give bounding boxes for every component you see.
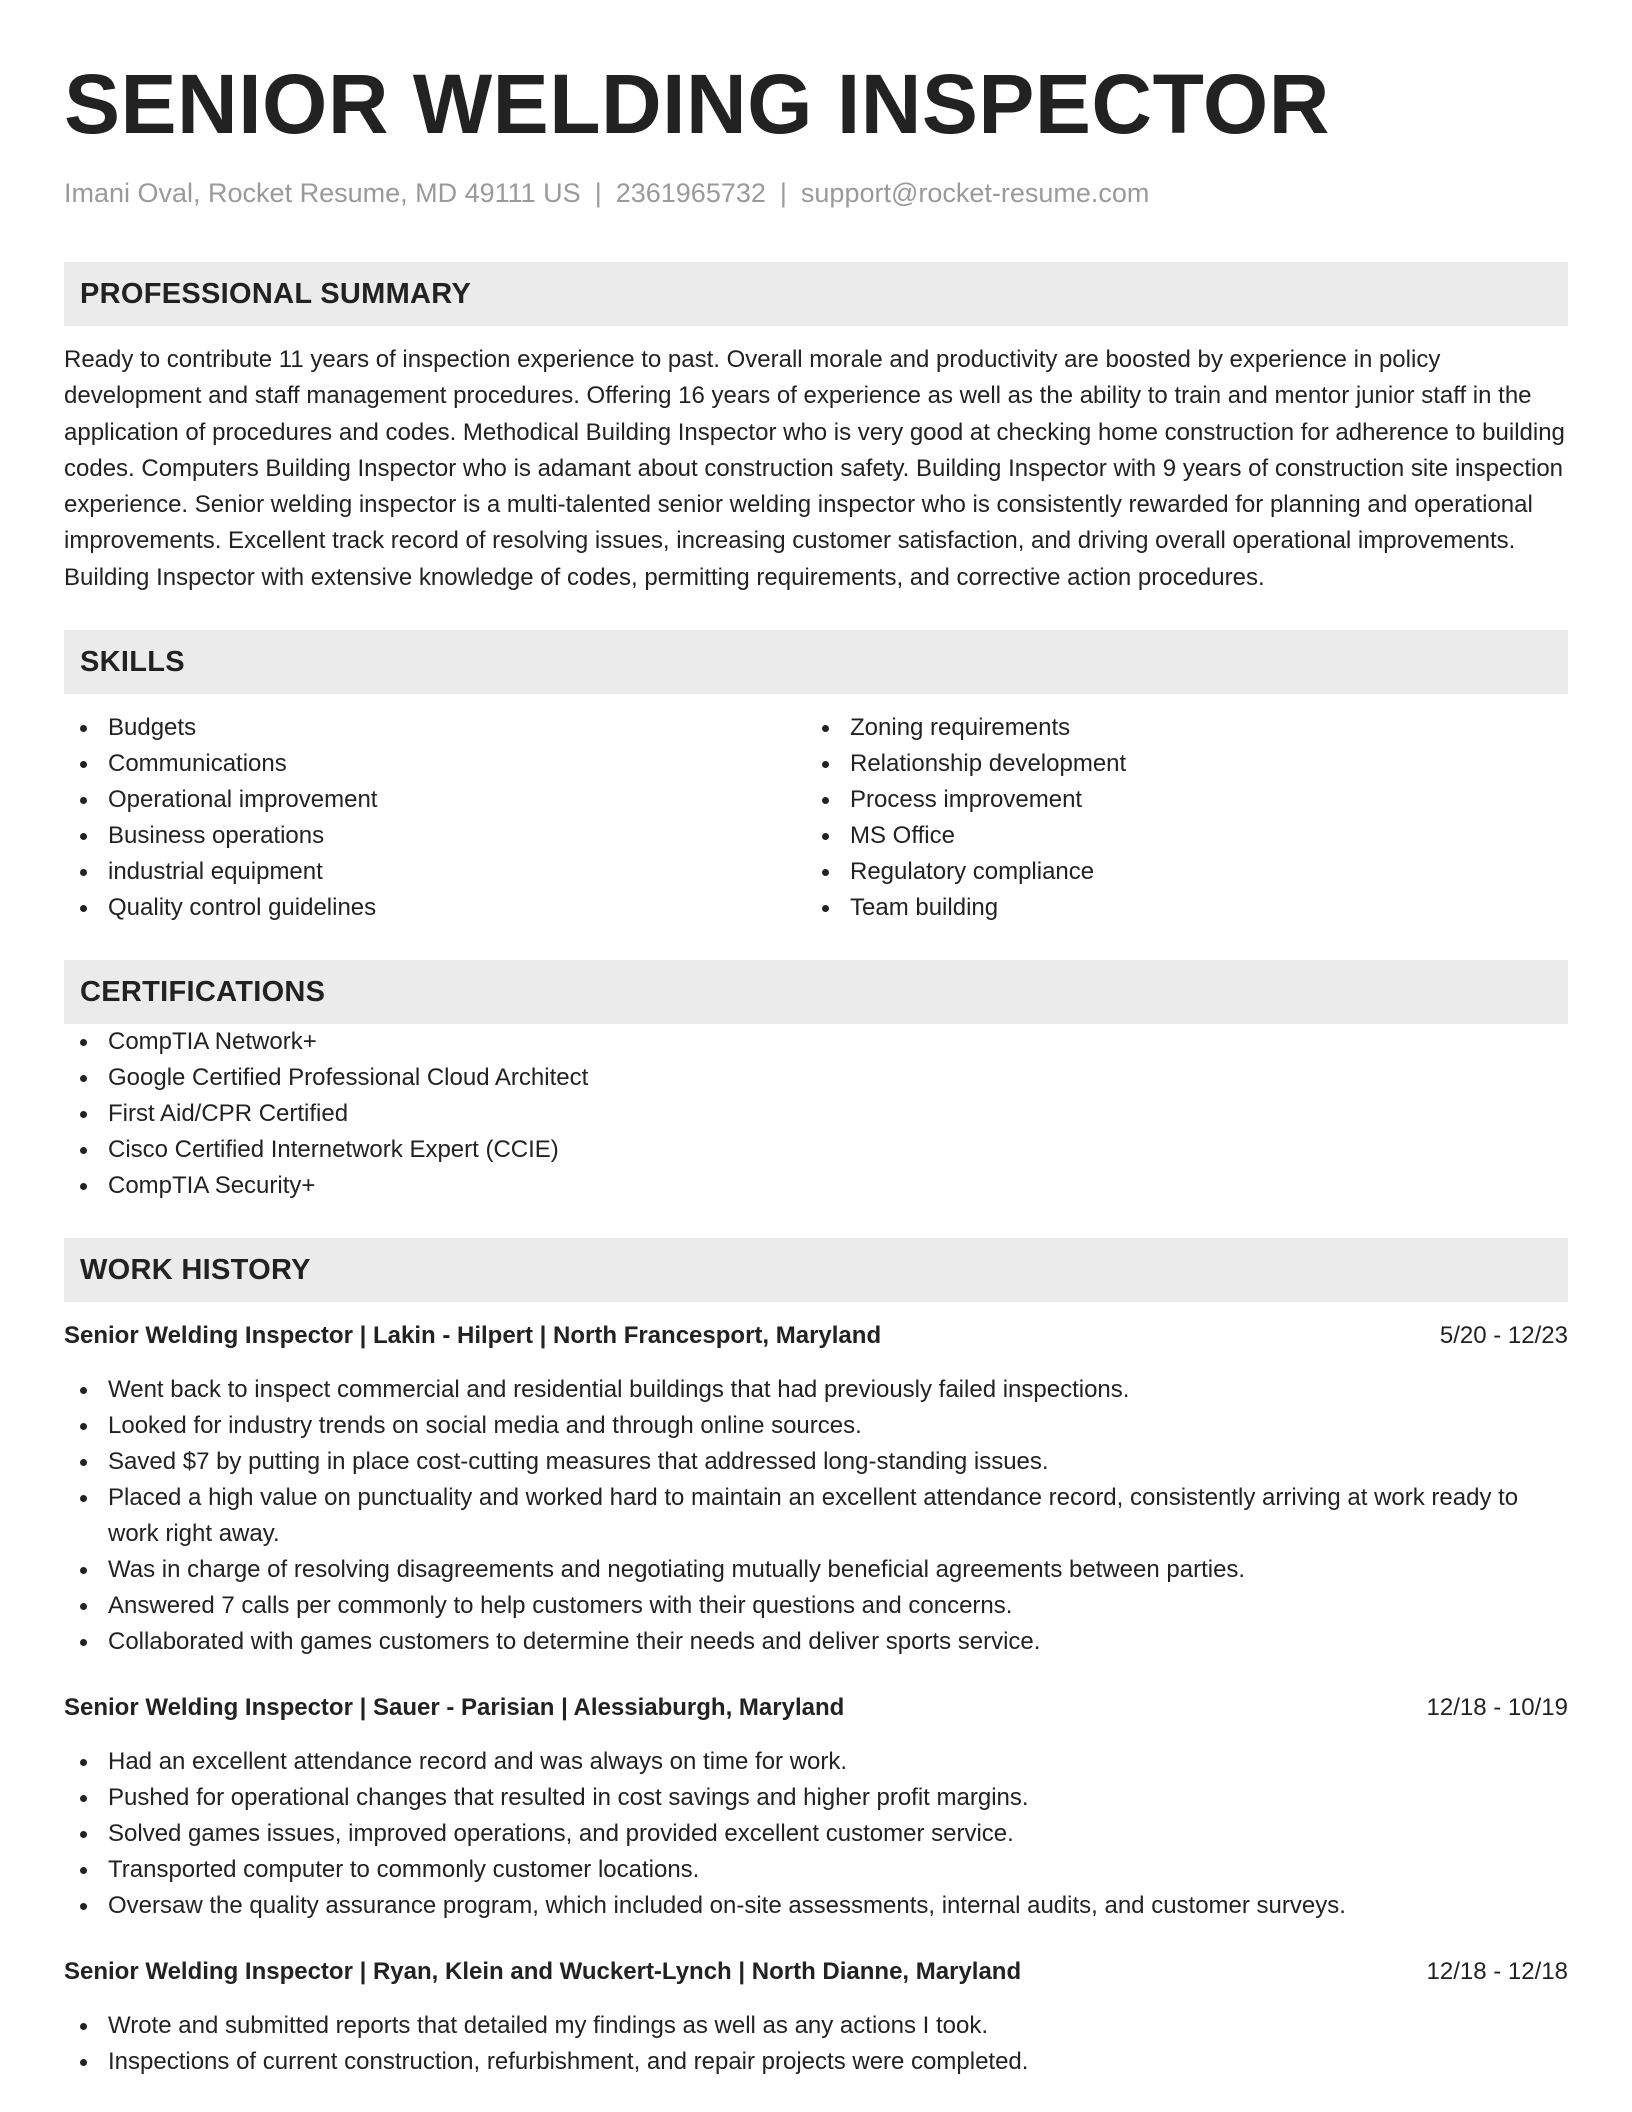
job-bullet: Collaborated with games customers to determine their needs and deliver sports service. (64, 1624, 1568, 1660)
job-entry (64, 1954, 1568, 2080)
skill-item: Regulatory compliance (806, 854, 1548, 890)
skill-item: Team building (806, 890, 1548, 926)
contact-email: support@rocket-resume.com (800, 178, 1150, 208)
skills-grid (64, 710, 1568, 926)
job-dates: 12/18 - 10/19 (1426, 1694, 1568, 1722)
job-dates: 5/20 - 12/23 (1439, 1322, 1568, 1350)
summary-text: Ready to contribute 11 years of inspection experience to past. Overall morale and productivity are boosted by experience in policy development and staff management procedures. Offering 16 years of experience as well as the ability to train and mentor junior staff in the application of procedures and codes. Methodical Building Inspector who is very good at checking home construction for adherence to building codes. Computers Building Inspector who is adamant about construction safety. Building Inspector with 9 years of construction site inspection experience. Senior welding inspector is a multi-talented senior welding inspector who is consistently rewarded for planning and operational improvements. Excellent track record of resolving issues, increasing customer satisfaction, and driving overall operational improvements. Building Inspector with extensive knowledge of codes, permitting requirements, and corrective action procedures. (64, 346, 1565, 591)
job-bullet: Transported computer to commonly customer locations. (64, 1852, 1568, 1888)
certifications-list (64, 1024, 1568, 1204)
job-header (64, 1690, 1568, 1726)
job-bullet: Pushed for operational changes that resulted in cost savings and higher profit margins. (64, 1780, 1568, 1816)
skill-item: Budgets (64, 710, 806, 746)
skill-item: Zoning requirements (806, 710, 1548, 746)
section-header-skills: SKILLS (64, 630, 1568, 694)
certification-item: Google Certified Professional Cloud Architect (64, 1060, 1568, 1096)
contact-address: Imani Oval, Rocket Resume, MD 49111 US (64, 178, 581, 208)
job-bullets (64, 1744, 1568, 1924)
job-bullet: Was in charge of resolving disagreements and negotiating mutually beneficial agreements between parties. (64, 1552, 1568, 1588)
job-heading: Senior Welding Inspector | Sauer - Parisian | Alessiaburgh, Maryland (64, 1694, 845, 1722)
job-bullet: Oversaw the quality assurance program, which included on-site assessments, internal audits, and customer surveys. (64, 1888, 1568, 1924)
job-dates: 12/18 - 12/18 (1426, 1958, 1568, 1986)
job-bullet: Looked for industry trends on social media and through online sources. (64, 1408, 1568, 1444)
skill-item: Process improvement (806, 782, 1548, 818)
job-heading: Senior Welding Inspector | Lakin - Hilpert | North Francesport, Maryland (64, 1322, 882, 1350)
job-bullets (64, 2008, 1568, 2080)
job-entry (64, 1690, 1568, 1924)
job-bullet: Had an excellent attendance record and was always on time for work. (64, 1744, 1568, 1780)
job-bullet: Solved games issues, improved operations, and provided excellent customer service. (64, 1816, 1568, 1852)
resume-name: SENIOR WELDING INSPECTOR (64, 57, 1330, 151)
certification-item: CompTIA Network+ (64, 1024, 1568, 1060)
job-heading: Senior Welding Inspector | Ryan, Klein and Wuckert-Lynch | North Dianne, Maryland (64, 1958, 1022, 1986)
section-header-summary: PROFESSIONAL SUMMARY (64, 262, 1568, 326)
contact-line (64, 176, 1568, 210)
job-bullets (64, 1372, 1568, 1660)
contact-phone: 2361965732 (615, 178, 766, 208)
job-bullet: Placed a high value on punctuality and worked hard to maintain an excellent attendance record, consistently arriving at work ready to work right away. (64, 1480, 1568, 1552)
section-header-work-history: WORK HISTORY (64, 1238, 1568, 1302)
skill-item: MS Office (806, 818, 1548, 854)
job-header (64, 1318, 1568, 1354)
skill-item: Business operations (64, 818, 806, 854)
job-bullet: Wrote and submitted reports that detailed my findings as well as any actions I took. (64, 2008, 1568, 2044)
contact-separator: | (594, 178, 602, 208)
skills-list-left (64, 710, 806, 926)
skill-item: Relationship development (806, 746, 1548, 782)
section-header-certifications: CERTIFICATIONS (64, 960, 1568, 1024)
certification-item: CompTIA Security+ (64, 1168, 1568, 1204)
certification-item: Cisco Certified Internetwork Expert (CCIE) (64, 1132, 1568, 1168)
job-bullet: Answered 7 calls per commonly to help customers with their questions and concerns. (64, 1588, 1568, 1624)
job-bullet: Went back to inspect commercial and residential buildings that had previously failed inspections. (64, 1372, 1568, 1408)
contact-separator: | (779, 178, 787, 208)
skill-item: industrial equipment (64, 854, 806, 890)
skill-item: Quality control guidelines (64, 890, 806, 926)
job-bullet: Saved $7 by putting in place cost-cutting measures that addressed long-standing issues. (64, 1444, 1568, 1480)
skill-item: Operational improvement (64, 782, 806, 818)
skills-list-right (806, 710, 1548, 926)
certification-item: First Aid/CPR Certified (64, 1096, 1568, 1132)
skill-item: Communications (64, 746, 806, 782)
job-entry (64, 1318, 1568, 1660)
job-bullet: Inspections of current construction, refurbishment, and repair projects were completed. (64, 2044, 1568, 2080)
job-header (64, 1954, 1568, 1990)
